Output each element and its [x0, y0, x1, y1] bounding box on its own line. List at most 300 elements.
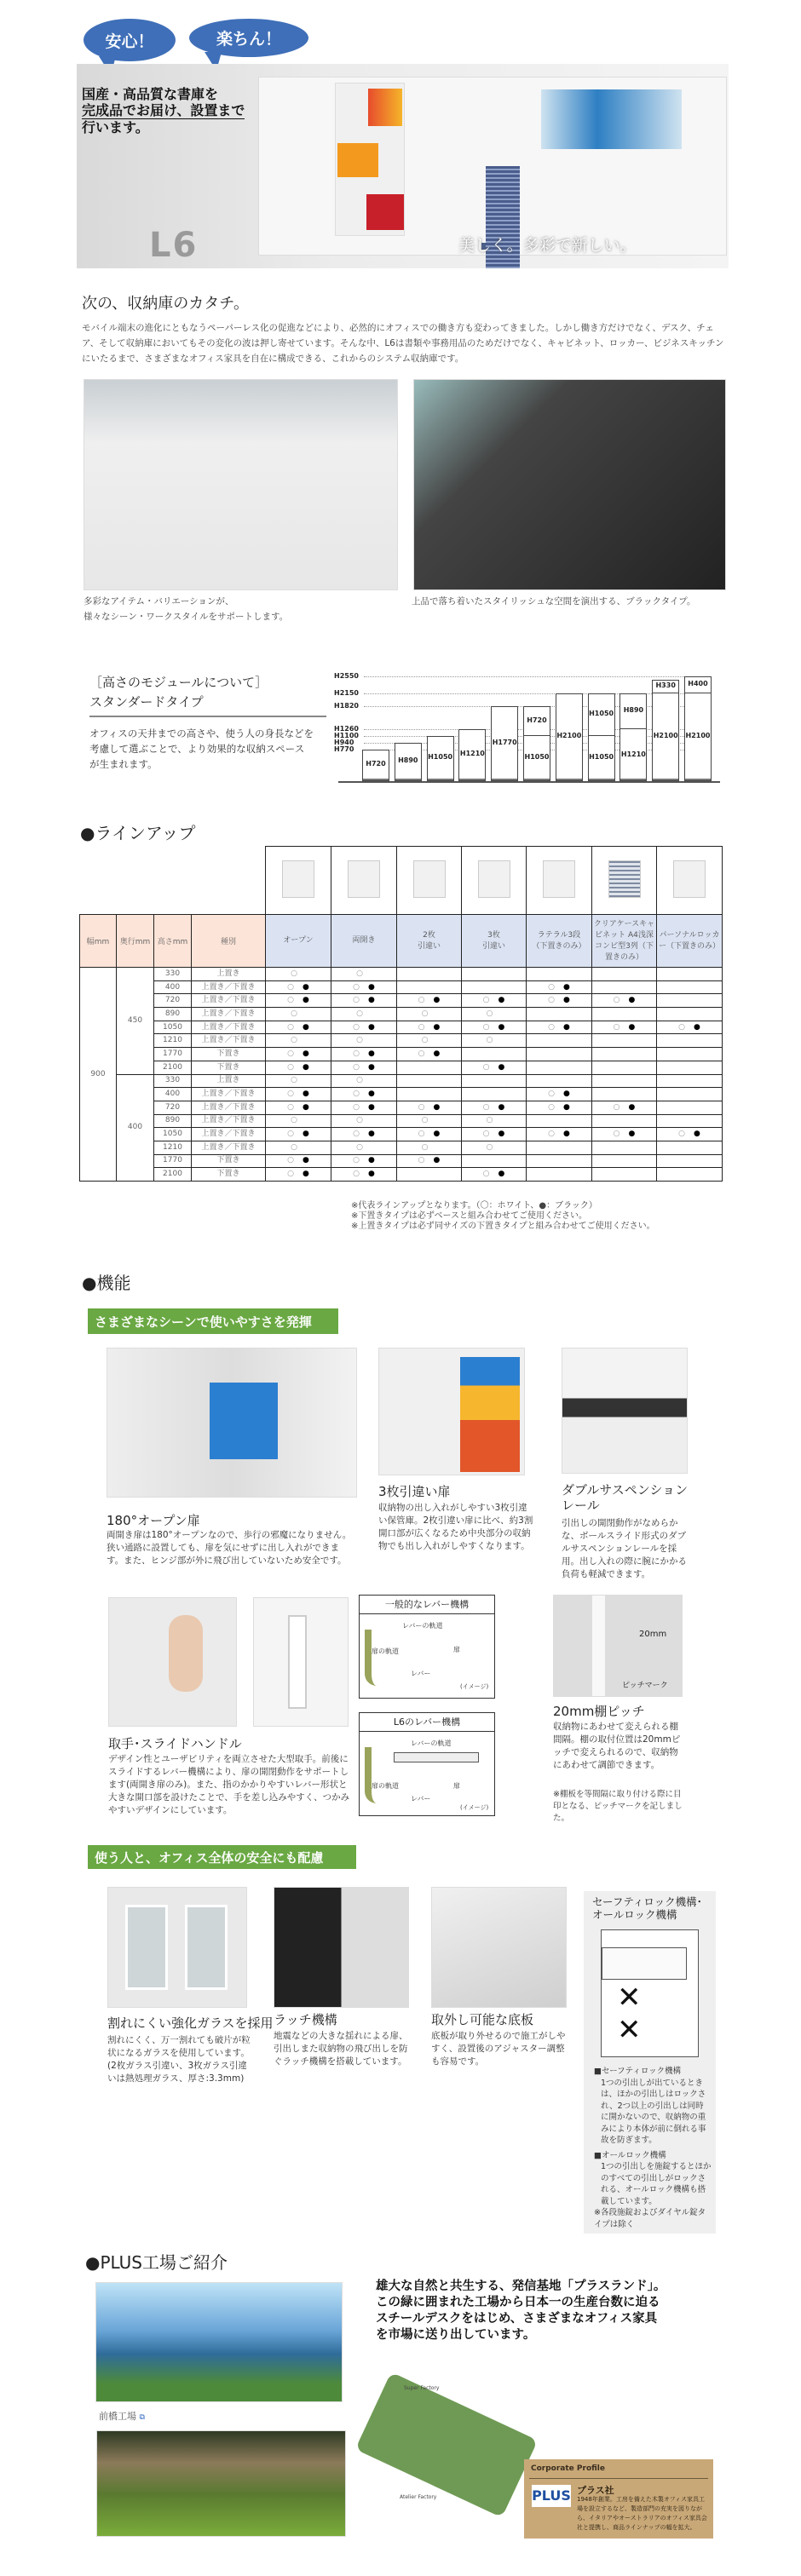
base-segment — [589, 779, 614, 780]
header-3-sliding: 3枚 引違い — [462, 915, 527, 968]
cabinet-bar — [491, 706, 518, 781]
white-available-icon: ○ — [678, 1130, 685, 1139]
white-available-icon: ○ — [287, 1156, 294, 1165]
availability-cell — [657, 968, 723, 981]
cabinet-segment: H1050 — [524, 735, 550, 779]
white-available-icon: ○ — [287, 996, 294, 1005]
black-available-icon: ● — [433, 1022, 441, 1032]
table-row — [80, 1101, 723, 1114]
body-line: オフィスの天井までの高さや、使う人の身長などを — [89, 727, 314, 739]
door-shape — [394, 1752, 479, 1762]
white-available-icon: ○ — [291, 1142, 297, 1152]
plus-logo: PLUS — [532, 2485, 571, 2507]
cabinet-segment: H330 — [655, 681, 676, 690]
availability-cell — [527, 994, 592, 1008]
availability-cell — [331, 1008, 397, 1021]
black-available-icon: ● — [368, 1156, 375, 1165]
label-lever-path: レバーの軌道 — [411, 1739, 452, 1747]
black-available-icon: ● — [433, 1156, 441, 1165]
white-available-icon: ○ — [613, 1022, 620, 1032]
white-available-icon: ○ — [613, 996, 620, 1005]
height-level-label: H770 — [334, 745, 354, 753]
availability-cell — [657, 1141, 723, 1154]
white-available-icon: ○ — [291, 1076, 297, 1085]
product-image-2-sliding — [397, 847, 462, 915]
availability-cell — [527, 1061, 592, 1074]
base-segment — [653, 779, 678, 780]
note-line: ※上置きタイプは必ず同サイズの下置きタイプと組み合わせてご使用ください。 — [351, 1222, 655, 1231]
heading-line: スタンダードタイプ — [89, 694, 204, 710]
cabinet-segment: H890 — [398, 756, 418, 764]
lock-note: ※各段施錠およびダイヤル錠タイプは除く — [594, 2208, 706, 2229]
type-cell: 上置き／下置き — [192, 1141, 266, 1154]
availability-cell — [266, 968, 331, 981]
open-cabinet-thumbnail — [282, 860, 314, 898]
availability-cell — [527, 1128, 592, 1141]
availability-cell — [462, 1154, 527, 1168]
availability-cell — [331, 1034, 397, 1048]
availability-cell — [397, 1048, 462, 1061]
bubble-text: 安心！ — [105, 32, 154, 51]
black-available-icon: ● — [368, 1130, 375, 1139]
black-available-icon: ● — [563, 1090, 570, 1099]
availability-cell — [266, 1021, 331, 1034]
factory-headline — [376, 2279, 666, 2343]
type-cell: 上置き／下置き — [192, 1128, 266, 1141]
diagram-title: L6のレバー機構 — [360, 1713, 494, 1732]
note-line: ※下置きタイプは必ずベースと組み合わせてご使用ください。 — [351, 1211, 587, 1221]
black-available-icon: ● — [628, 1102, 636, 1112]
table-row — [80, 1141, 723, 1154]
general-lever-diagram — [359, 1595, 495, 1699]
availability-cell — [397, 1128, 462, 1141]
base-segment — [620, 779, 646, 780]
base-segment — [363, 779, 389, 780]
availability-cell — [592, 1074, 657, 1088]
black-available-icon: ● — [368, 982, 375, 992]
black-available-icon: ● — [303, 1049, 309, 1058]
availability-cell — [266, 1061, 331, 1074]
safety-title-bottom: 取外し可能な底板 — [431, 2012, 534, 2027]
height-cell: 720 — [154, 994, 192, 1008]
safety-text-latch: 地震などの大きな揺れによる扉、引出しまた収納物の飛び出しを防ぐラッチ機構を搭載しています。 — [274, 2031, 408, 2067]
black-available-icon: ● — [303, 1062, 309, 1072]
black-available-icon: ● — [368, 1022, 375, 1032]
availability-cell — [462, 1088, 527, 1101]
availability-cell — [266, 1088, 331, 1101]
availability-cell — [527, 1101, 592, 1114]
safety-title-latch: ラッチ機構 — [274, 2012, 337, 2027]
black-available-icon: ● — [694, 1130, 700, 1139]
white-available-icon: ○ — [613, 1102, 620, 1112]
table-row — [80, 1088, 723, 1101]
factory-caption-link[interactable] — [99, 2409, 145, 2423]
clear-case-thumbnail — [608, 860, 641, 898]
cabinet-segment: H1770 — [492, 738, 517, 746]
tagline-line: 行います。 — [82, 119, 149, 135]
black-available-icon: ● — [433, 996, 441, 1005]
label-lever: レバー — [411, 1670, 431, 1677]
table-row — [80, 1048, 723, 1061]
white-available-icon: ○ — [548, 1090, 555, 1099]
type-cell: 上置き／下置き — [192, 1008, 266, 1021]
availability-cell — [657, 1021, 723, 1034]
feature-text-rail: 引出しの開閉動作がなめらかな、ボールスライド形式のダブルサスペンションレールを採用。出し入れの際に腕にかかる負荷も軽減できます。 — [562, 1518, 687, 1579]
black-available-icon: ● — [498, 1130, 505, 1139]
white-available-icon: ○ — [353, 1156, 360, 1165]
availability-cell — [266, 1034, 331, 1048]
white-available-icon: ○ — [353, 1022, 360, 1032]
white-available-icon: ○ — [418, 1022, 425, 1032]
headline-line: 雄大な自然と共生する、発信基地「プラスランド」。 — [376, 2280, 666, 2293]
type-cell: 上置き／下置き — [192, 1088, 266, 1101]
caption-text: 前橋工場 — [99, 2411, 136, 2422]
type-cell: 上置き／下置き — [192, 1114, 266, 1128]
black-available-icon: ● — [563, 996, 570, 1005]
photo-3-sliding-door — [378, 1348, 525, 1475]
table-row — [80, 1074, 723, 1088]
white-available-icon: ○ — [287, 1062, 294, 1072]
module-body — [89, 726, 314, 772]
availability-cell — [462, 994, 527, 1008]
white-available-icon: ○ — [548, 1130, 555, 1139]
availability-cell — [657, 1154, 723, 1168]
availability-cell — [331, 980, 397, 994]
table-row — [80, 968, 723, 981]
white-available-icon: ○ — [548, 982, 555, 992]
black-available-icon: ● — [433, 1130, 441, 1139]
cabinet-bar — [458, 729, 486, 781]
black-available-icon: ● — [433, 1049, 441, 1058]
black-available-icon: ● — [303, 1170, 309, 1179]
type-cell: 下置き — [192, 1154, 266, 1168]
lock-diagram — [601, 1929, 699, 2057]
availability-cell — [462, 1074, 527, 1088]
availability-cell — [657, 1168, 723, 1182]
white-available-icon: ○ — [482, 1102, 490, 1112]
product-image-open — [266, 847, 331, 915]
white-available-icon: ○ — [291, 969, 297, 978]
availability-cell — [331, 1048, 397, 1061]
availability-cell — [657, 1088, 723, 1101]
l6-logo: L6 — [149, 226, 199, 265]
availability-cell — [657, 994, 723, 1008]
profile-company-name: プラス社 — [577, 2485, 614, 2496]
type-cell: 上置き／下置き — [192, 980, 266, 994]
type-cell: 下置き — [192, 1168, 266, 1182]
black-available-icon: ● — [303, 982, 309, 992]
availability-cell — [527, 1008, 592, 1021]
height-cell: 1050 — [154, 1021, 192, 1034]
photo-maebashi-factory — [95, 2282, 343, 2402]
white-available-icon: ○ — [353, 1130, 360, 1139]
availability-cell — [331, 1154, 397, 1168]
table-row — [80, 1008, 723, 1021]
availability-cell — [592, 1021, 657, 1034]
availability-cell — [397, 1008, 462, 1021]
band-safety: 使う人と、オフィス全体の安全にも配慮 — [88, 1845, 356, 1869]
availability-cell — [266, 1114, 331, 1128]
lock-title: セーフティロック機構･オールロック機構 — [592, 1895, 702, 1921]
black-available-icon: ● — [368, 1090, 375, 1099]
availability-cell — [462, 980, 527, 994]
door-arc-arrow-icon — [365, 1747, 377, 1803]
black-available-icon: ● — [563, 1022, 570, 1032]
availability-cell — [397, 1088, 462, 1101]
white-available-icon: ○ — [548, 1022, 555, 1032]
black-available-icon: ● — [563, 982, 570, 992]
cabinet-bar — [619, 693, 647, 781]
cabinet-bar — [427, 736, 454, 781]
height-cell: 2100 — [154, 1061, 192, 1074]
height-level-label: H2550 — [334, 672, 359, 681]
availability-cell — [527, 1168, 592, 1182]
availability-cell — [657, 1034, 723, 1048]
availability-cell — [527, 1034, 592, 1048]
module-heading — [89, 673, 268, 712]
white-available-icon: ○ — [486, 1009, 493, 1018]
table-row — [80, 1114, 723, 1128]
black-available-icon: ● — [303, 996, 309, 1005]
lineup-table — [79, 846, 723, 1182]
cabinet-segment: H2100 — [556, 731, 582, 739]
availability-cell — [397, 980, 462, 994]
availability-cell — [462, 1021, 527, 1034]
label-image-note: (イメージ) — [460, 1683, 489, 1690]
black-available-icon: ● — [433, 1102, 441, 1112]
safety-text-glass: 割れにくく、万一割れても破片が粒状になるガラスを使用しています。(2枚ガラス引違い、3枚ガラス引違いは熱処理ガラス、厚さ:3.3mm) — [107, 2035, 251, 2084]
white-available-icon: ○ — [482, 1062, 490, 1072]
photo-latch — [274, 1887, 409, 2008]
black-available-icon: ● — [368, 1049, 375, 1058]
band-usability: さまざまなシーンで使いやすさを発揮 — [88, 1308, 338, 1334]
hero-slogan: 美しく。多彩で新しい。 — [458, 236, 637, 255]
label-lever-path: レバーの軌道 — [402, 1622, 443, 1630]
type-cell: 上置き — [192, 968, 266, 981]
height-cell: 1770 — [154, 1048, 192, 1061]
type-cell: 下置き — [192, 1061, 266, 1074]
tagline-line: 国産・高品質な書庫を — [82, 86, 219, 102]
height-guide-line — [364, 676, 684, 677]
white-available-icon: ○ — [356, 969, 363, 978]
white-available-icon: ○ — [287, 1102, 294, 1112]
speech-bubble-anshin — [84, 19, 176, 61]
door-arc-arrow-icon — [365, 1630, 377, 1686]
header-2-sliding: 2枚 引違い — [397, 915, 462, 968]
availability-cell — [527, 1114, 592, 1128]
availability-cell — [331, 1101, 397, 1114]
photo-suspension-rail — [562, 1348, 688, 1474]
feature-text-180: 両開き扉は180°オープンなので、歩行の邪魔になりません。狭い通路に設置しても、扉を気にせずに出し入れができます。また、ヒンジ部が外に飛び出していないため安全です。 — [107, 1530, 352, 1566]
note-line: ※代表ラインアップとなります。（〇：ホワイト、●：ブラック） — [351, 1201, 597, 1210]
lateral-thumbnail — [543, 860, 575, 898]
feature-title-handle: 取手･スライドハンドル — [108, 1736, 242, 1751]
black-available-icon: ● — [303, 1130, 309, 1139]
availability-cell — [331, 994, 397, 1008]
depth-cell: 400 — [117, 1074, 154, 1182]
availability-cell — [462, 1048, 527, 1061]
black-available-icon: ● — [628, 1022, 636, 1032]
availability-cell — [462, 1061, 527, 1074]
chart-baseline — [338, 781, 720, 783]
black-available-icon: ● — [368, 1102, 375, 1112]
height-level-label: H1820 — [334, 702, 359, 710]
availability-cell — [266, 1141, 331, 1154]
white-available-icon: ○ — [287, 982, 294, 992]
availability-cell — [657, 1101, 723, 1114]
white-available-icon: ○ — [356, 1009, 363, 1018]
availability-cell — [592, 980, 657, 994]
label-door: 扉 — [453, 1782, 460, 1790]
availability-cell — [397, 1114, 462, 1128]
features-title: ●機能 — [82, 1273, 131, 1293]
header-locker: パーソナルロッカー（下置きのみ） — [657, 915, 723, 968]
black-available-icon: ● — [498, 1170, 505, 1179]
all-lock-heading: ■オールロック機構 — [594, 2150, 666, 2160]
white-available-icon: ○ — [356, 1142, 363, 1152]
feature-title-pitch: 20mm棚ピッチ — [553, 1704, 645, 1719]
availability-cell — [527, 980, 592, 994]
profile-heading: Corporate Profile — [531, 2464, 605, 2473]
availability-cell — [527, 1021, 592, 1034]
white-available-icon: ○ — [486, 1116, 493, 1125]
white-available-icon: ○ — [613, 1130, 620, 1139]
table-row — [80, 1128, 723, 1141]
x-mark-icon: ✕ — [617, 1981, 642, 2015]
map-label: Super Factory — [404, 2385, 440, 2391]
white-available-icon: ○ — [356, 1036, 363, 1045]
cabinet-bar — [395, 743, 422, 781]
white-available-icon: ○ — [353, 1170, 360, 1179]
white-available-icon: ○ — [421, 1009, 429, 1018]
availability-cell — [397, 1168, 462, 1182]
white-available-icon: ○ — [353, 1062, 360, 1072]
availability-cell — [657, 1061, 723, 1074]
feature-text-handle: デザイン性とユーザビリティを両立させた大型取手。前後にスライドするレバー機構により、扉の開閉動作をサポートします(両開き扉のみ)。また、指のかかりやすいレバー形状と大きな開口部を設けたことで、手を差し込みやすく、つかみやすいデザインにしています。 — [108, 1754, 350, 1815]
availability-cell — [657, 980, 723, 994]
availability-cell — [266, 1008, 331, 1021]
availability-cell — [657, 1048, 723, 1061]
type-cell: 下置き — [192, 1048, 266, 1061]
body-line: 考慮して選ぶことで、より効果的な収納スペース — [89, 743, 305, 755]
availability-cell — [462, 1128, 527, 1141]
availability-cell — [462, 1034, 527, 1048]
base-segment — [492, 779, 517, 780]
map-label: Atelier Factory — [400, 2494, 437, 2500]
table-row — [80, 1021, 723, 1034]
availability-cell — [527, 968, 592, 981]
photo-plusland-lawn — [96, 2430, 346, 2537]
product-image-clear-case — [592, 847, 657, 915]
availability-cell — [592, 968, 657, 981]
photo-white-cabinets — [84, 379, 398, 590]
cabinet-segment: H720 — [527, 716, 547, 725]
type-cell: 上置き／下置き — [192, 1101, 266, 1114]
header-double-door: 両開き — [331, 915, 397, 968]
availability-cell — [266, 1168, 331, 1182]
availability-cell — [462, 1168, 527, 1182]
table-row — [80, 1034, 723, 1048]
table-row — [80, 1154, 723, 1168]
black-available-icon: ● — [628, 1130, 636, 1139]
headline-line: この緑に囲まれた工場から日本一の生産台数に迫る — [376, 2296, 660, 2309]
availability-cell — [331, 1141, 397, 1154]
white-available-icon: ○ — [486, 1142, 493, 1152]
availability-cell — [462, 1141, 527, 1154]
white-available-icon: ○ — [353, 1049, 360, 1058]
base-segment — [556, 779, 582, 780]
type-cell: 上置き／下置き — [192, 994, 266, 1008]
cabinet-segment: H890 — [623, 706, 644, 715]
availability-cell — [657, 1074, 723, 1088]
cabinet-segment: H1210 — [620, 728, 646, 778]
white-available-icon: ○ — [353, 982, 360, 992]
availability-cell — [397, 1034, 462, 1048]
product-image-locker — [657, 847, 723, 915]
intro-paragraph: モバイル端末の進化にともなうペーパーレス化の促進などにより、必然的にオフィスでの働き方も変わってきました。しかし働き方だけでなく、デスク、チェア、そして収納庫においてもその変化の波は押し寄せています。そんな中、L6は書類や事務用品のためだけでなく、キャビネット、ロッカー、ビジネスキッチンにいたるまで、さまざまなオフィス家具を自在に構成できる、これからのシステム収納庫です。 — [82, 323, 724, 364]
height-cell: 720 — [154, 1101, 192, 1114]
white-available-icon: ○ — [418, 1102, 425, 1112]
cabinet-bar — [684, 676, 712, 781]
base-segment — [685, 779, 711, 780]
white-available-icon: ○ — [548, 996, 555, 1005]
cabinet-bar — [523, 706, 550, 781]
black-available-icon: ● — [303, 1090, 309, 1099]
white-available-icon: ○ — [418, 996, 425, 1005]
tagline-line: 完成品でお届け、設置まで — [82, 102, 245, 118]
white-available-icon: ○ — [421, 1116, 429, 1125]
hero-banner — [77, 64, 729, 268]
header-lateral: ラテラル3段 （下置きのみ） — [527, 915, 592, 968]
availability-cell — [331, 1168, 397, 1182]
white-available-icon: ○ — [421, 1142, 429, 1152]
photo-bottom-plate — [431, 1887, 567, 2008]
safety-text-bottom: 底板が取り外せるので施工がしやすく、設置後のアジャスター調整も容易です。 — [431, 2031, 566, 2067]
availability-cell — [592, 1101, 657, 1114]
white-available-icon: ○ — [418, 1130, 425, 1139]
availability-cell — [331, 1128, 397, 1141]
black-available-icon: ● — [563, 1102, 570, 1112]
availability-cell — [266, 1154, 331, 1168]
cabinet-segment: H1050 — [589, 735, 614, 779]
feature-title-rail: ダブルサスペンションレール — [562, 1482, 689, 1513]
cabinet-segment: H2100 — [653, 693, 678, 779]
black-available-icon: ● — [498, 996, 505, 1005]
photo-slide-handle — [253, 1597, 349, 1727]
base-segment — [428, 779, 453, 780]
product-image-double-door — [331, 847, 397, 915]
white-available-icon: ○ — [287, 1170, 294, 1179]
headline-line: を市場に送り出しています。 — [376, 2328, 536, 2342]
module-divider — [89, 716, 326, 717]
height-cell: 1770 — [154, 1154, 192, 1168]
availability-cell — [592, 1088, 657, 1101]
header-depth: 奥行mm — [117, 915, 154, 968]
height-level-label: H1260 — [334, 725, 359, 733]
height-cell: 890 — [154, 1008, 192, 1021]
availability-cell — [397, 1061, 462, 1074]
base-segment — [459, 779, 485, 780]
lineup-notes — [351, 1201, 655, 1232]
availability-cell — [397, 1101, 462, 1114]
availability-cell — [397, 1141, 462, 1154]
availability-cell — [331, 1088, 397, 1101]
label-door-path: 扉の軌道 — [372, 1647, 399, 1655]
double-door-thumbnail — [348, 860, 380, 898]
white-available-icon: ○ — [353, 1102, 360, 1112]
hero-tagline — [82, 86, 245, 135]
cabinet-bar — [556, 693, 583, 781]
